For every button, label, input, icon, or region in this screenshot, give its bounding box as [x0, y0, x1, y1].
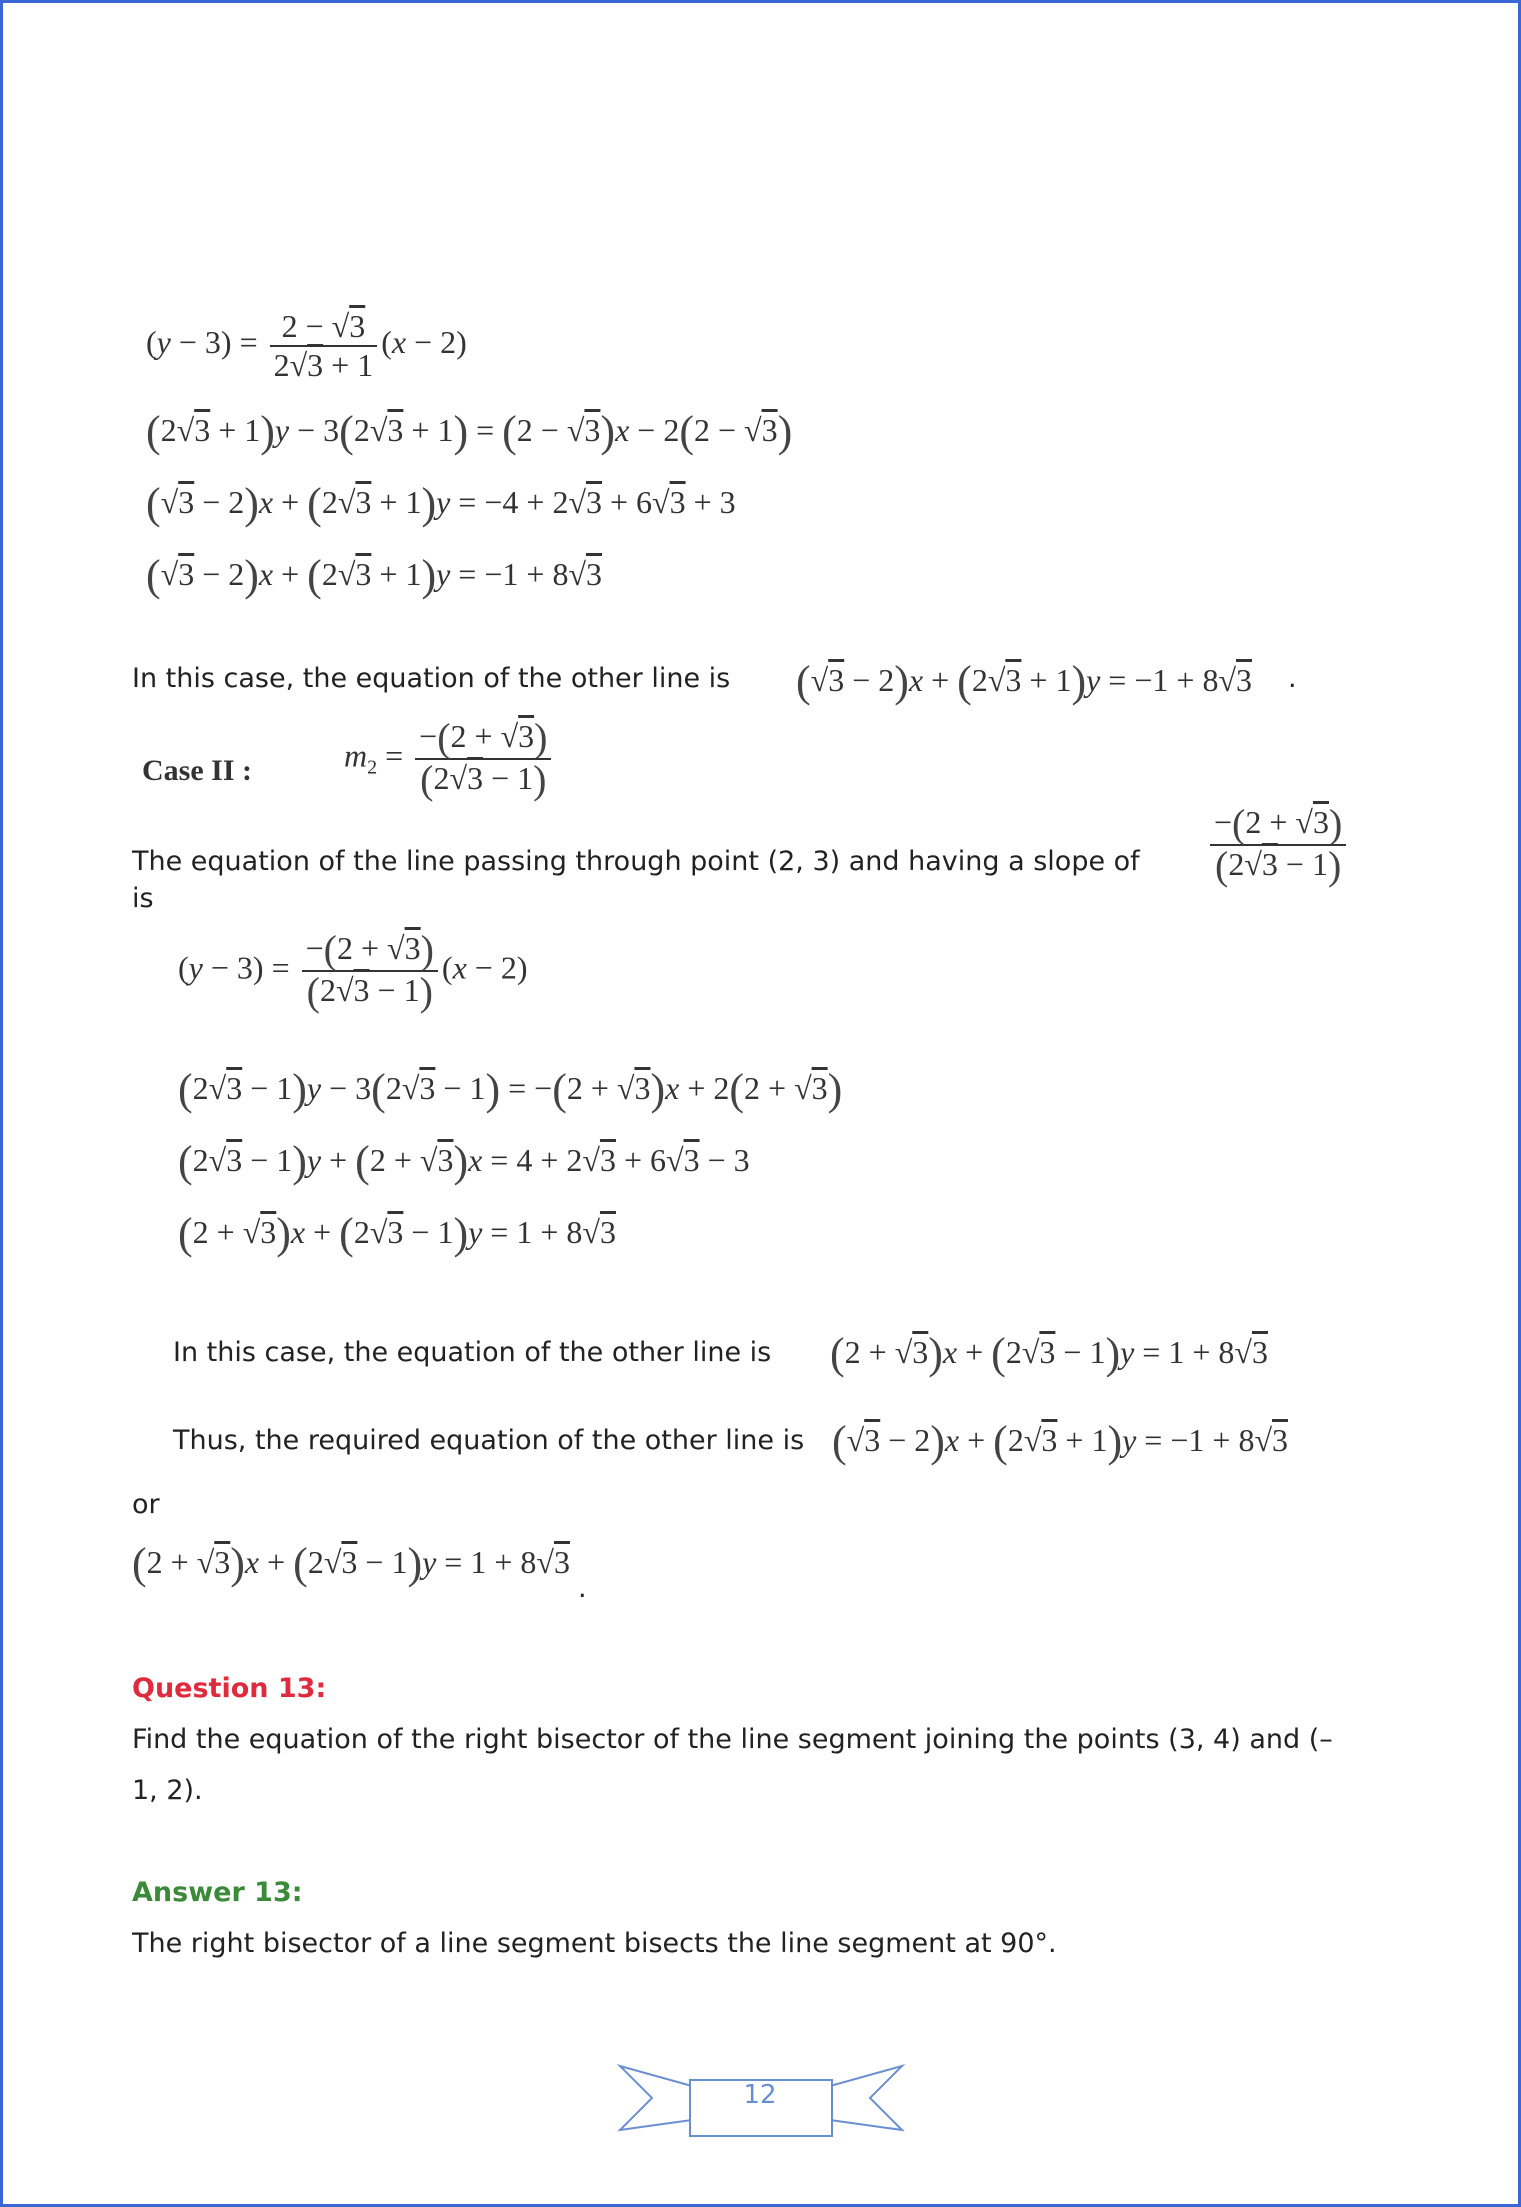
answer-heading: Answer 13:	[132, 1877, 303, 1908]
equation-line: (2√3 + 1)y − 3(2√3 + 1) = (2 − √3)x − 2(2 − √3)	[146, 407, 793, 456]
thus-text: Thus, the required equation of the other line is	[173, 1425, 805, 1456]
case1-equation: (√3 − 2)x + (2√3 + 1)y = −1 + 8√3	[796, 657, 1252, 706]
question-line-2: 1, 2).	[132, 1775, 203, 1806]
equation-line: (2 + √3)x + (2√3 − 1)y = 1 + 8√3	[178, 1209, 616, 1258]
final-equation: (2 + √3)x + (2√3 − 1)y = 1 + 8√3	[132, 1539, 570, 1588]
equation-line: (√3 − 2)x + (2√3 + 1)y = −4 + 2√3 + 6√3 + 3	[146, 479, 736, 528]
equation-line: (2√3 − 1)y + (2 + √3)x = 4 + 2√3 + 6√3 − 3	[178, 1137, 750, 1186]
page-number: 12	[743, 2080, 777, 2110]
question-line-1: Find the equation of the right bisector of the line segment joining the points (3, 4) and (–	[132, 1724, 1333, 1755]
line-text-2: is	[132, 883, 154, 914]
case1-text: In this case, the equation of the other line is	[132, 663, 731, 694]
equation-line: (√3 − 2)x + (2√3 + 1)y = −1 + 8√3	[146, 551, 602, 600]
equation-line: (2√3 − 1)y − 3(2√3 − 1) = −(2 + √3)x + 2(2 + √3)	[178, 1065, 843, 1114]
case2-slope: $m_2$ = $\frac{-(2 + √3)}{(2√3 - 1)}$	[344, 718, 555, 800]
answer-text: The right bisector of a line segment bisects the line segment at 90°.	[132, 1928, 1057, 1959]
question-heading: Question 13:	[132, 1673, 327, 1704]
equation-line: (y − 3) = $\frac{2 - √3}{2√3 + 1}$ (x − 2)	[146, 308, 467, 383]
case2-text: In this case, the equation of the other line is	[173, 1337, 772, 1368]
line-slope: $\frac{-(2 + √3)}{(2√3 - 1)}$	[1206, 804, 1350, 886]
case2-equation: (2 + √3)x + (2√3 − 1)y = 1 + 8√3	[830, 1329, 1268, 1378]
or-text: or	[132, 1489, 160, 1520]
final-period: .	[578, 1573, 587, 1604]
thus-equation: (√3 − 2)x + (2√3 + 1)y = −1 + 8√3	[832, 1417, 1288, 1466]
equation-line: (y − 3) = $\frac{-(2 + √3)}{(2√3 - 1)}$ (x − 2)	[178, 927, 528, 1014]
case1-period: .	[1288, 663, 1297, 694]
line-text-1: The equation of the line passing through point (2, 3) and having a slope of	[132, 846, 1140, 877]
case2-label: Case II :	[142, 754, 252, 787]
